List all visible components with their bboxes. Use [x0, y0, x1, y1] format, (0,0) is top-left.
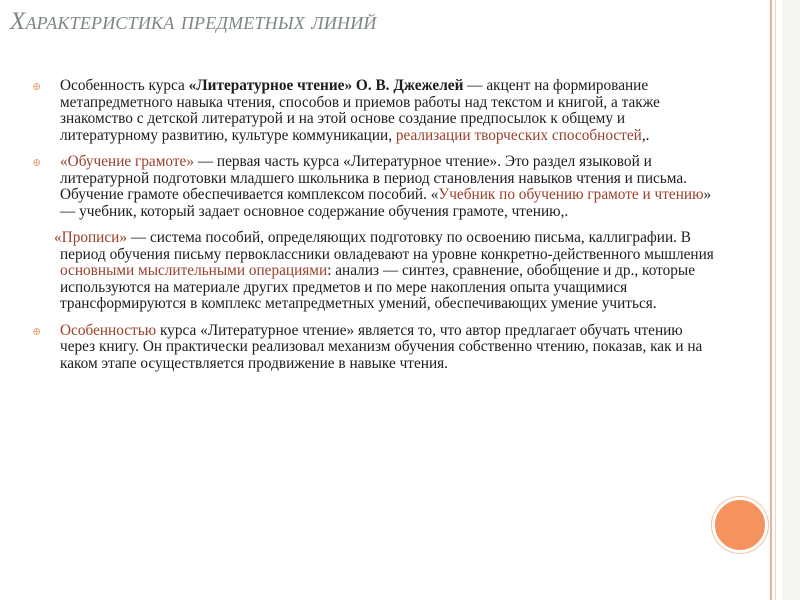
paragraph-4 — [30, 323, 720, 373]
bullet-icon: ⊕ — [32, 325, 42, 338]
highlight-text: реализации творческих способностей — [395, 126, 642, 144]
decorative-circle — [712, 497, 768, 553]
right-border-line-inner — [775, 0, 776, 600]
highlight-text: Учебник по обучению грамоте и чтению — [438, 186, 704, 203]
paragraph-text: : анализ — синтез, сравнение, обобщение и др., которые используются на материале других предметов и по мере накопления опыта учащимися трансформируются в комплекс метапредметных умений, обеспечивающих умение учиться. — [60, 262, 695, 312]
paragraph-text: » — учебник, который задает основное содержание обучения грамоте, чтению,. — [60, 186, 712, 220]
paragraph-text: — система пособий, определяющих подготовку по освоению письма, каллиграфии. В период обучения письму первоклассники овладевают на уровне конкретно-действенного мышления — [60, 229, 714, 263]
paragraph-text: — первая часть курса «Литературное чтение». Это раздел языковой и литературной подготовки младшего школьника в период становления навыков чтения и письма. Обучение грамоте обеспечивается комплексом пособий. « — [60, 153, 687, 203]
highlight-text: «Обучение грамоте» — [60, 153, 194, 170]
paragraph-text: ,. — [641, 126, 650, 144]
course-name-bold: «Литературное чтение» О. В. Джежелей — [188, 77, 464, 94]
bullet-icon: ⊕ — [32, 157, 42, 169]
slide-title: Характеристика предметных линий — [10, 8, 377, 35]
paragraph-text: — акцент на формирование метапредметного навыка чтения, способов и приемов работы над текстом и книгой, а также знакомство с детской литературой и на этой основе создание предпосылок к общему и литературному развитию, культуре коммуникации, — [60, 77, 660, 144]
paragraph-1 — [30, 78, 720, 144]
slide-body — [30, 78, 720, 382]
paragraph-text: курса «Литературное чтение» является то, что автор предлагает обучать чтению через книгу. Он практически реализовал механизм обучения собственно чтению, показав, как и на каком этапе осуществляется продвижение в навыке чтения. — [60, 321, 703, 372]
highlight-text: Особенностью — [60, 321, 157, 339]
paragraph-3 — [30, 230, 720, 313]
highlight-text: основными мыслительными операциями — [60, 262, 328, 279]
paragraph-text: Особенность курса — [60, 77, 189, 94]
right-border-line — [770, 0, 772, 600]
highlight-text: «Прописи» — [54, 229, 127, 246]
bullet-icon: ⊕ — [32, 81, 42, 93]
paragraph-2 — [30, 154, 720, 220]
